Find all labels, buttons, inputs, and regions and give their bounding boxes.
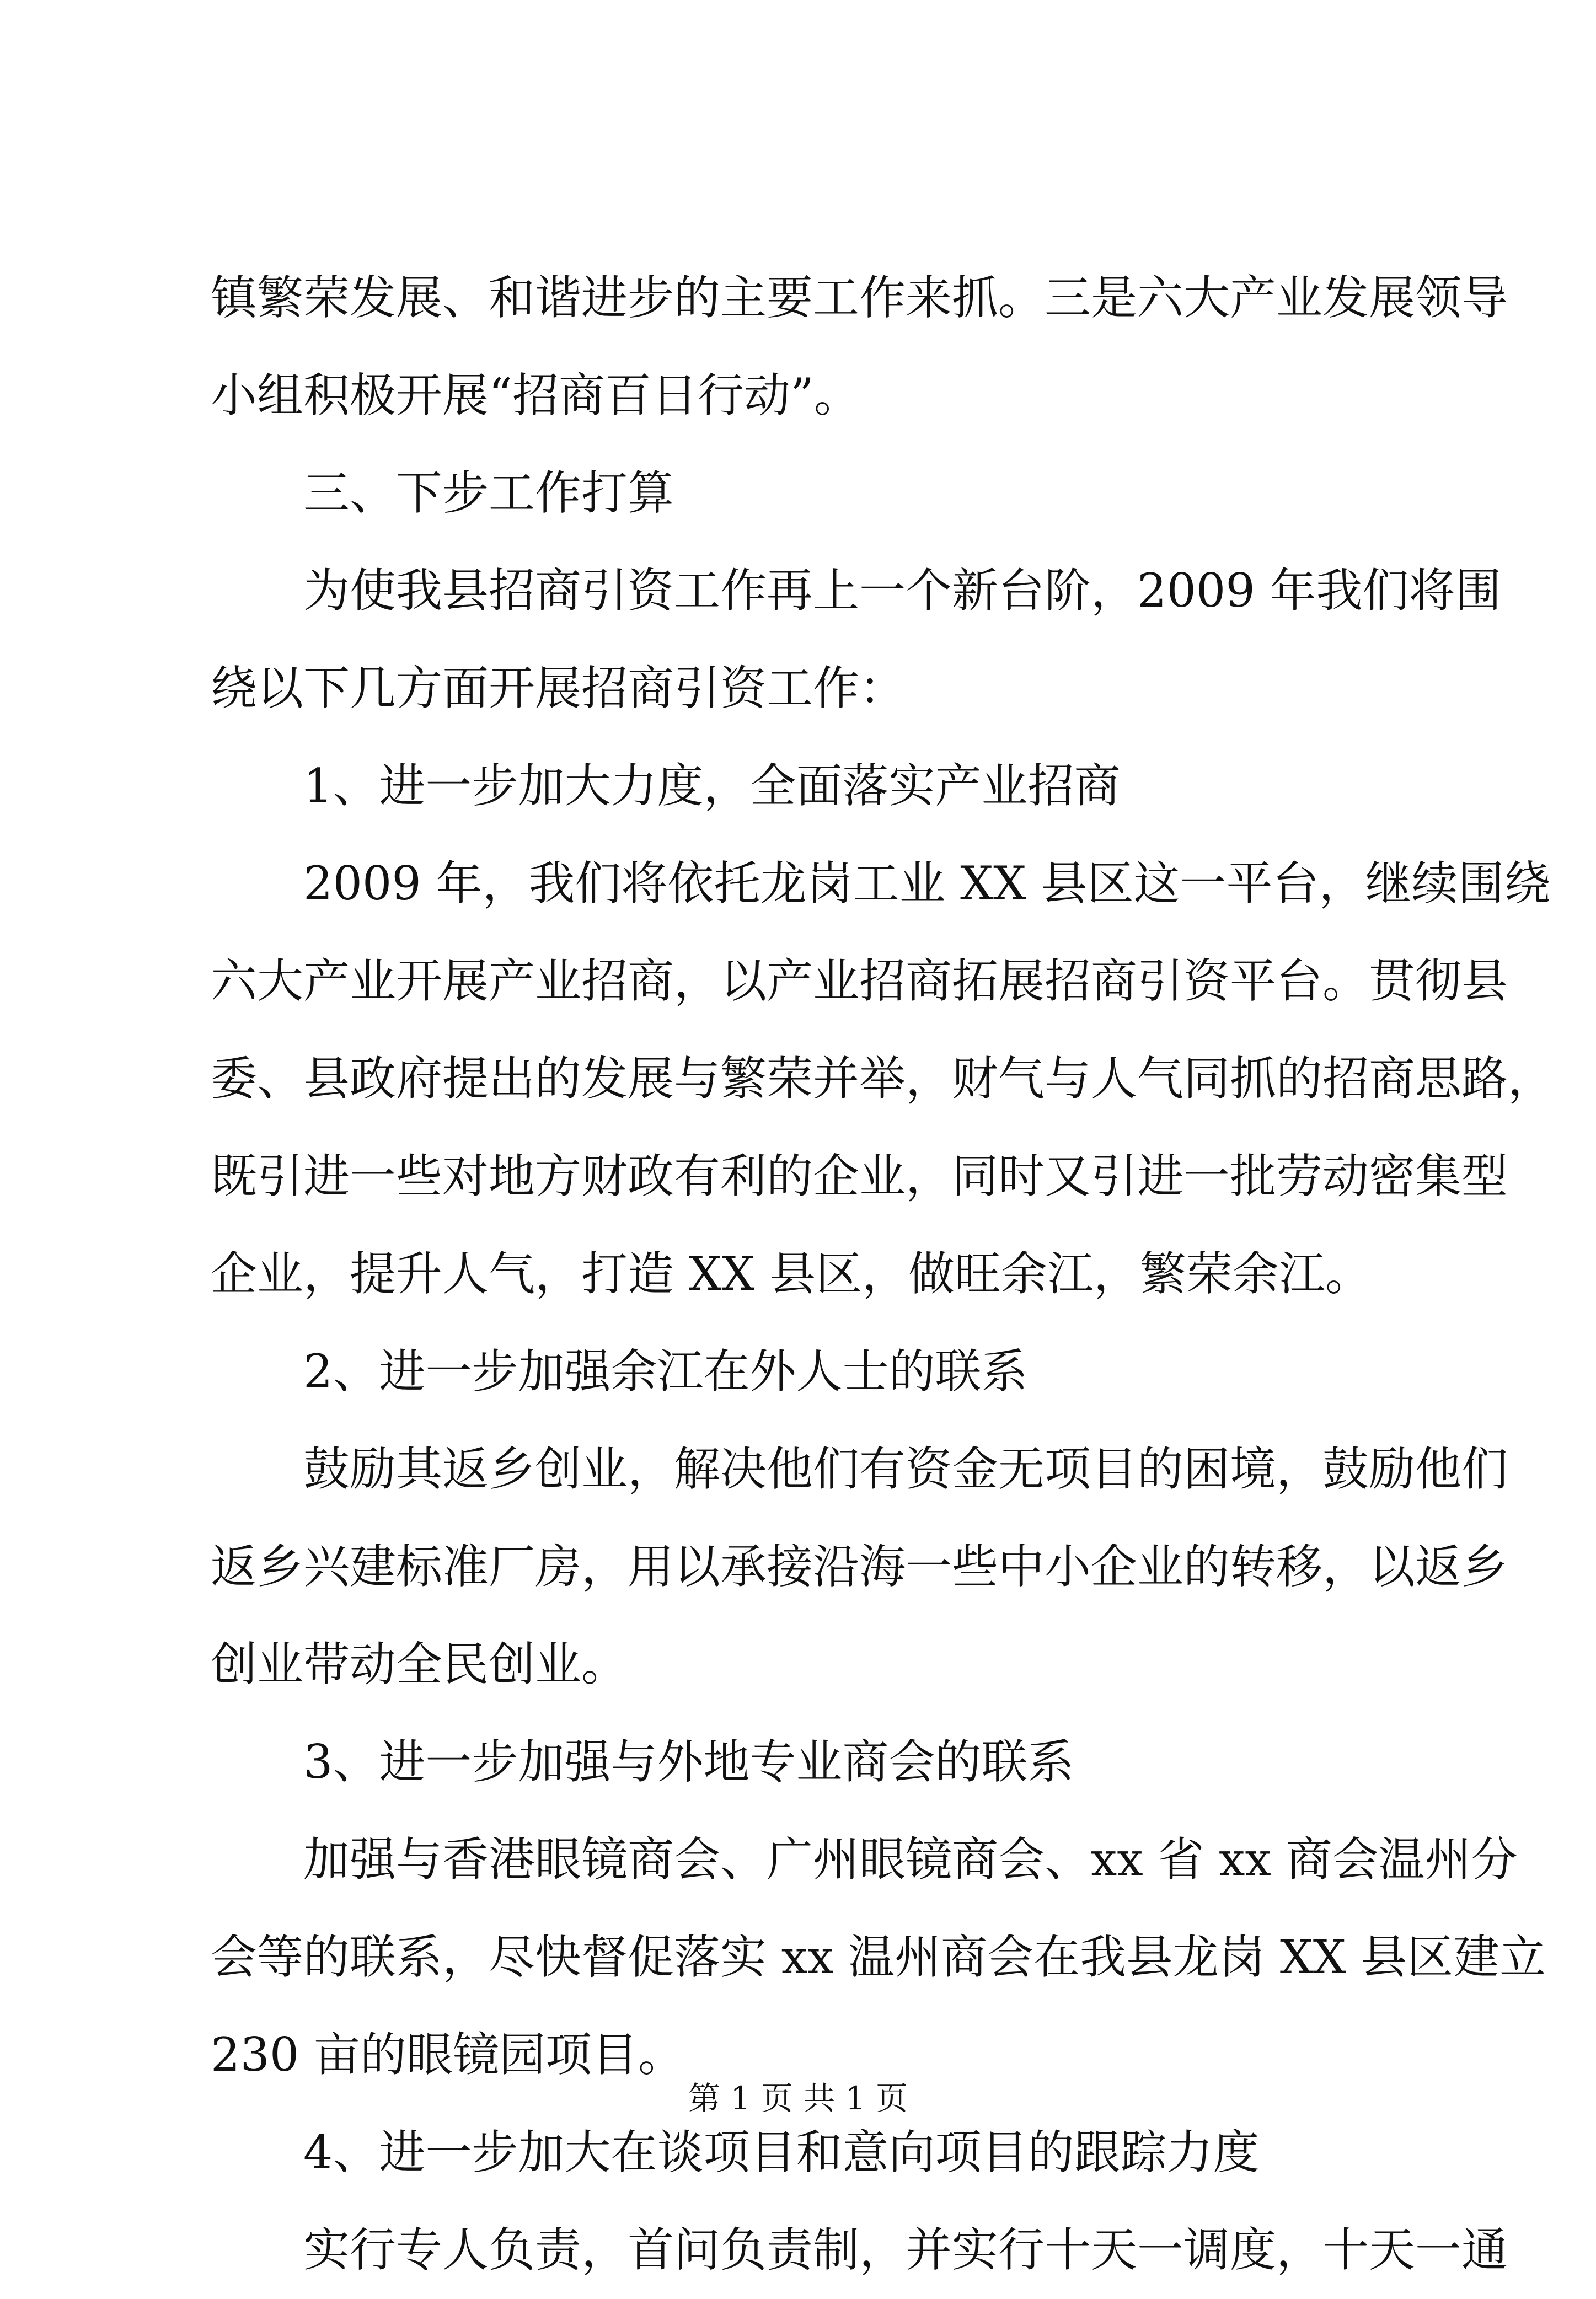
text-line: 创业带动全民创业。 bbox=[211, 1637, 628, 1691]
text-line: 会等的联系，尽快督促落实 xx 温州商会在我县龙岗 XX 县区建立 bbox=[211, 1930, 1546, 1984]
text-line: 企业，提升人气，打造 XX 县区，做旺余江，繁荣余江。 bbox=[211, 1247, 1372, 1301]
text-line: 六大产业开展产业招商，以产业招商拓展招商引资平台。贯彻县 bbox=[211, 954, 1508, 1008]
text-line: 2009 年，我们将依托龙岗工业 XX 县区这一平台，继续围绕 bbox=[303, 856, 1551, 910]
text-line: 为使我县招商引资工作再上一个新台阶，2009 年我们将围 bbox=[303, 564, 1502, 618]
text-line: 绕以下几方面开展招商引资工作： bbox=[211, 661, 906, 715]
text-line: 3、进一步加强与外地专业商会的联系 bbox=[303, 1735, 1074, 1789]
text-line: 鼓励其返乡创业，解决他们有资金无项目的困境，鼓励他们 bbox=[303, 1442, 1508, 1496]
text-line: 镇繁荣发展、和谐进步的主要工作来抓。三是六大产业发展领导 bbox=[211, 271, 1508, 325]
text-line: 三、下步工作打算 bbox=[303, 466, 674, 520]
text-line: 返乡兴建标准厂房，用以承接沿海一些中小企业的转移，以返乡 bbox=[211, 1540, 1508, 1594]
page-footer: 第 1 页 共 1 页 bbox=[688, 2080, 908, 2117]
body-text bbox=[211, 249, 1555, 2299]
text-line: 小组积极开展“招商百日行动”。 bbox=[211, 368, 860, 422]
text-line: 加强与香港眼镜商会、广州眼镜商会、xx 省 xx 商会温州分 bbox=[303, 1832, 1518, 1887]
text-line: 4、进一步加大在谈项目和意向项目的跟踪力度 bbox=[303, 2125, 1260, 2179]
text-line: 2、进一步加强余江在外人士的联系 bbox=[303, 1344, 1028, 1398]
text-line: 实行专人负责，首问负责制，并实行十天一调度，十天一通 bbox=[303, 2223, 1508, 2277]
text-line: 既引进一些对地方财政有利的企业，同时又引进一批劳动密集型 bbox=[211, 1149, 1508, 1203]
text-line: 委、县政府提出的发展与繁荣并举，财气与人气同抓的招商思路， bbox=[211, 1052, 1555, 1106]
text-line: 1、进一步加大力度，全面落实产业招商 bbox=[303, 759, 1121, 813]
text-line: 230 亩的眼镜园项目。 bbox=[211, 2028, 685, 2082]
